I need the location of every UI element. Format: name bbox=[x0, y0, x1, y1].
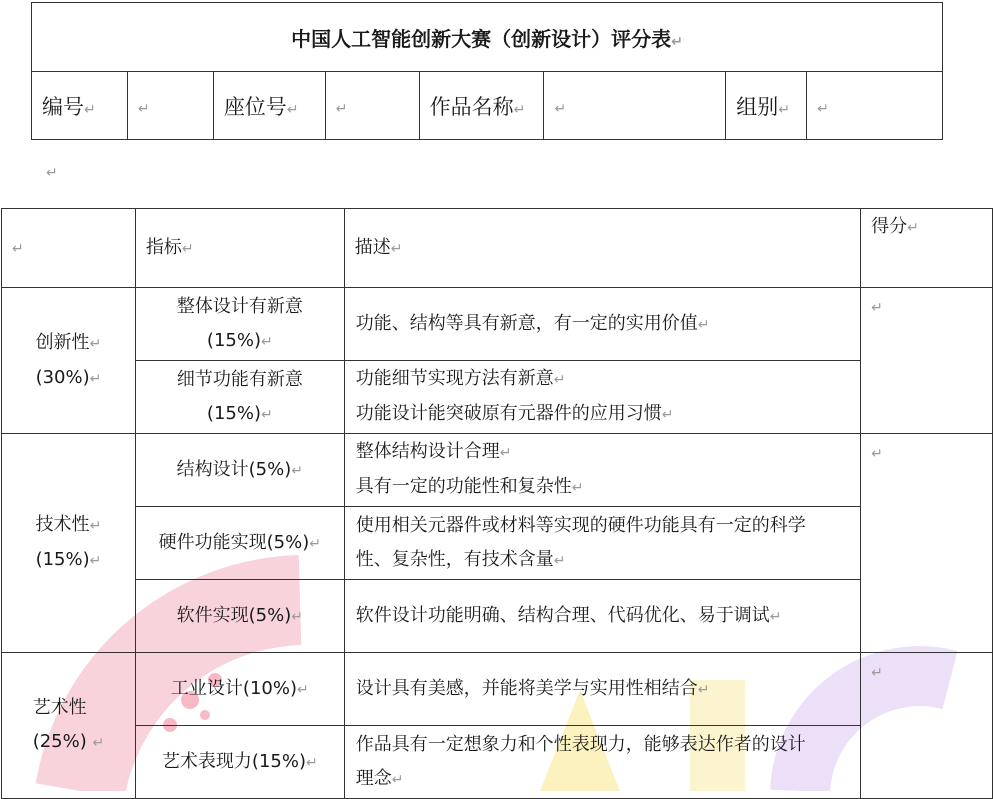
paragraph-mark: ↵ bbox=[671, 33, 683, 50]
category-weight: (30%) bbox=[35, 366, 90, 388]
category-cell: 艺术性 (25%) ↵ bbox=[2, 653, 136, 799]
header-score: 得分↵ bbox=[861, 209, 993, 288]
scoring-table bbox=[1, 208, 993, 799]
work-name-label-cell: 作品名称↵ bbox=[419, 72, 544, 140]
header-indicator: 指标↵ bbox=[135, 209, 344, 288]
group-field[interactable]: ↵ bbox=[807, 72, 943, 140]
indicator-cell: 工业设计(10%)↵ bbox=[135, 653, 344, 726]
table-row bbox=[2, 361, 993, 434]
work-name-field[interactable]: ↵ bbox=[544, 72, 726, 140]
category-weight: (15%) bbox=[35, 549, 90, 570]
header-blank: ↵ bbox=[2, 209, 136, 288]
table-row bbox=[2, 288, 993, 361]
table-row bbox=[2, 507, 993, 580]
score-input-cell[interactable]: ↵ bbox=[861, 288, 993, 434]
table-row bbox=[2, 434, 993, 507]
header-table bbox=[31, 2, 943, 140]
description-cell: 整体结构设计合理↵ 具有一定的功能性和复杂性↵ bbox=[344, 434, 860, 507]
description-cell: 设计具有美感，并能将美学与实用性相结合↵ bbox=[344, 653, 860, 726]
category-cell: 创新性↵ (30%)↵ bbox=[2, 288, 136, 434]
category-weight: (25%) bbox=[32, 731, 87, 752]
category-cell: 技术性↵ (15%)↵ bbox=[2, 434, 136, 653]
seat-label: 座位号 bbox=[223, 94, 287, 119]
group-label: 组别 bbox=[736, 94, 779, 119]
description-cell: 软件设计功能明确、结构合理、代码优化、易于调试↵ bbox=[344, 580, 860, 653]
description-cell: 功能细节实现方法有新意↵ 功能设计能突破原有元器件的应用习惯↵ bbox=[344, 361, 860, 434]
number-field[interactable]: ↵ bbox=[127, 72, 213, 140]
category-name: 技术性 bbox=[35, 514, 90, 535]
header-description: 描述↵ bbox=[344, 209, 860, 288]
indicator-cell: 硬件功能实现(5%)↵ bbox=[135, 507, 344, 580]
category-name: 艺术性 bbox=[32, 697, 87, 718]
indicator-cell: 整体设计有新意 (15%)↵ bbox=[135, 288, 344, 361]
seat-field[interactable]: ↵ bbox=[325, 72, 419, 140]
seat-label-cell: 座位号↵ bbox=[213, 72, 325, 140]
indicator-cell: 细节功能有新意 (15%)↵ bbox=[135, 361, 344, 434]
category-name: 创新性 bbox=[35, 331, 90, 353]
indicator-cell: 艺术表现力(15%)↵ bbox=[135, 726, 344, 799]
group-label-cell: 组别↵ bbox=[726, 72, 807, 140]
table-row bbox=[2, 653, 993, 726]
number-label-cell: 编号↵ bbox=[32, 72, 128, 140]
score-input-cell[interactable]: ↵ bbox=[861, 434, 993, 653]
description-cell: 使用相关元器件或材料等实现的硬件功能具有一定的科学 性、复杂性，有技术含量↵ bbox=[344, 507, 860, 580]
indicator-cell: 软件实现(5%)↵ bbox=[135, 580, 344, 653]
description-cell: 作品具有一定想象力和个性表现力，能够表达作者的设计 理念↵ bbox=[344, 726, 860, 799]
table-row bbox=[2, 726, 993, 799]
scoring-header-row bbox=[2, 209, 993, 288]
form-title: 中国人工智能创新大赛（创新设计）评分表 bbox=[291, 26, 672, 51]
table-row bbox=[2, 580, 993, 653]
score-input-cell[interactable]: ↵ bbox=[861, 653, 993, 799]
indicator-cell: 结构设计(5%)↵ bbox=[135, 434, 344, 507]
number-label: 编号 bbox=[42, 94, 84, 119]
description-cell: 功能、结构等具有新意，有一定的实用价值↵ bbox=[344, 288, 860, 361]
work-name-label: 作品名称 bbox=[429, 94, 514, 119]
empty-paragraph: ↵ bbox=[46, 165, 58, 181]
form-title-cell bbox=[32, 3, 943, 72]
